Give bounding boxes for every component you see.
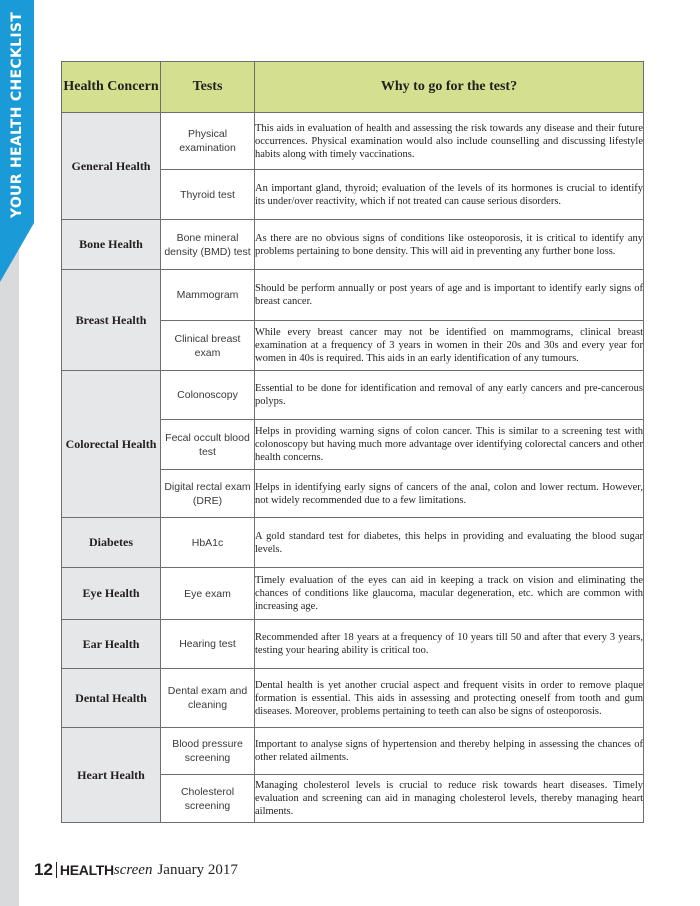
test-cell: Cholesterol screening — [161, 775, 255, 823]
reason-cell — [255, 620, 644, 669]
test-cell: Clinical breast exam — [161, 321, 255, 371]
table-row — [62, 113, 644, 170]
reason-cell — [255, 568, 644, 620]
reason-text: Dental health is yet another crucial aspect and frequent visits in order to remove plaque formation is essential. This aids in assessing and protecting oneself from tooth and gum diseases. Moreover, problems pertaining to teeth can also be signs of osteoporosis. — [255, 679, 643, 717]
reason-text: This aids in evaluation of health and assessing the risk towards any disease and their future occurrences. Physical examination would also include counselling and discussing lifestyle habits along with timely vaccinations. — [255, 122, 643, 160]
reason-text: Essential to be done for identification and removal of any early cancers and pre-cancerous polyps. — [255, 383, 643, 407]
test-cell: HbA1c — [161, 518, 255, 568]
concern-cell: Breast Health — [62, 270, 161, 371]
brand-name: HEALTH — [59, 862, 114, 878]
reason-text: Timely evaluation of the eyes can aid in keeping a track on vision and eliminating the chances of conditions like glaucoma, macular degeneration, etc. which are common with increasing age. — [255, 575, 643, 612]
header-why: Why to go for the test? — [255, 62, 644, 113]
reason-text: A gold standard test for diabetes, this helps in providing and evaluating the blood sugar levels. — [255, 530, 643, 555]
test-cell: Thyroid test — [161, 170, 255, 220]
test-cell: Blood pressure screening — [161, 728, 255, 775]
test-cell: Dental exam and cleaning — [161, 669, 255, 728]
reason-cell — [255, 371, 644, 420]
test-cell: Digital rectal exam (DRE) — [161, 470, 255, 518]
table-body — [62, 113, 644, 823]
concern-cell: Heart Health — [62, 728, 161, 823]
section-title — [0, 0, 34, 230]
reason-cell — [255, 518, 644, 568]
issue-date: January 2017 — [157, 861, 238, 878]
table-row — [62, 270, 644, 321]
reason-cell — [255, 728, 644, 775]
reason-text: Should be perform annually or post years of age and is important to identify early signs of breast cancer. — [255, 283, 643, 307]
table-row — [62, 220, 644, 270]
concern-cell: Dental Health — [62, 669, 161, 728]
page-number: 12 — [34, 860, 53, 879]
table-row — [62, 518, 644, 568]
table-row — [62, 728, 644, 775]
concern-cell: Bone Health — [62, 220, 161, 270]
reason-cell — [255, 669, 644, 728]
section-title-text: YOUR HEALTH CHECKLIST — [9, 11, 26, 219]
health-checklist-table — [61, 61, 644, 823]
test-cell: Fecal occult blood test — [161, 420, 255, 470]
test-cell: Physical examination — [161, 113, 255, 170]
reason-text: Managing cholesterol levels is crucial to reduce risk towards heart diseases. Timely evaluation and screening can aid in managing cholesterol levels, thereby managing heart ailments. — [255, 780, 643, 817]
footer-divider — [56, 862, 57, 878]
reason-cell — [255, 170, 644, 220]
concern-cell: General Health — [62, 113, 161, 220]
reason-text: Important to analyse signs of hypertension and thereby helping in assessing the chances of other related ailments. — [255, 739, 643, 763]
concern-cell: Diabetes — [62, 518, 161, 568]
header-tests: Tests — [161, 62, 255, 113]
reason-cell — [255, 220, 644, 270]
test-cell: Hearing test — [161, 620, 255, 669]
table-row — [62, 371, 644, 420]
header-concern: Health Concern — [62, 62, 161, 113]
reason-cell — [255, 775, 644, 823]
concern-cell: Ear Health — [62, 620, 161, 669]
reason-text: While every breast cancer may not be identified on mammograms, clinical breast examination at a frequency of 3 years in women in their 20s and 30s and every year for women in 40s is required. This aids in an early identification of any tumours. — [255, 327, 643, 364]
reason-text: Helps in identifying early signs of cancers of the anal, colon and lower rectum. However, not widely recommended due to a few limitations. — [255, 481, 643, 506]
header-row — [62, 62, 644, 113]
brand-name-italic: screen — [113, 861, 153, 878]
test-cell: Eye exam — [161, 568, 255, 620]
reason-cell — [255, 113, 644, 170]
reason-text: An important gland, thyroid; evaluation of the levels of its hormones is crucial to identify its under/over reactivity, which if not treated can cause serious disorders. — [255, 182, 643, 207]
table-row — [62, 568, 644, 620]
reason-cell — [255, 420, 644, 470]
page-footer — [34, 860, 238, 880]
concern-cell: Colorectal Health — [62, 371, 161, 518]
test-cell: Colonoscopy — [161, 371, 255, 420]
table-row — [62, 669, 644, 728]
test-cell: Mammogram — [161, 270, 255, 321]
reason-cell — [255, 321, 644, 371]
reason-text: As there are no obvious signs of conditions like osteoporosis, it is critical to identify any problems pertaining to bone density. This will aid in preventing any further bone loss. — [255, 232, 643, 257]
test-cell: Bone mineral density (BMD) test — [161, 220, 255, 270]
reason-text: Helps in providing warning signs of colon cancer. This is similar to a screening test with colonoscopy but having much more advantage over identifying colorectal cancers and other health concerns. — [255, 426, 643, 463]
reason-cell — [255, 270, 644, 321]
concern-cell: Eye Health — [62, 568, 161, 620]
reason-text: Recommended after 18 years at a frequency of 10 years till 50 and after that every 3 years, testing your hearing ability is critical too. — [255, 632, 643, 656]
reason-cell — [255, 470, 644, 518]
table-row — [62, 620, 644, 669]
